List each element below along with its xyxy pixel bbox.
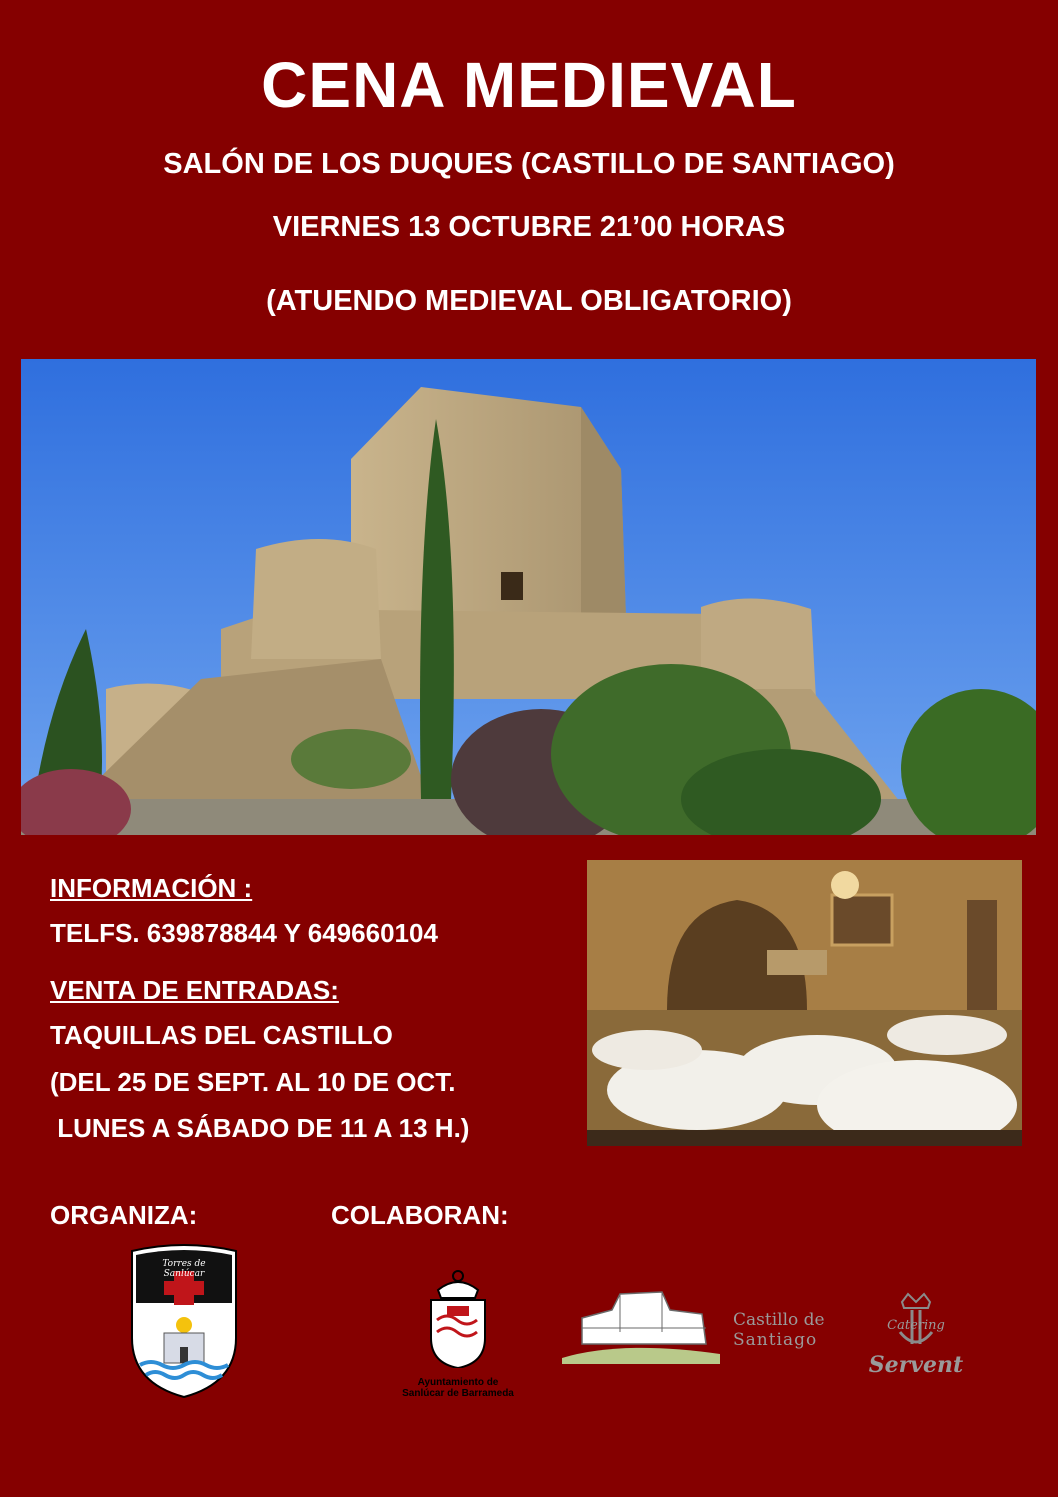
organizer-shield-logo <box>128 1243 240 1399</box>
date-time-line: VIERNES 13 OCTUBRE 21’00 HORAS <box>272 211 786 243</box>
catering-line-2: Servent <box>868 1352 964 1378</box>
organiza-label: ORGANIZA: <box>50 1200 198 1230</box>
castle-photo <box>21 359 1036 835</box>
hall-photo <box>587 860 1022 1146</box>
tickets-place: TAQUILLAS DEL CASTILLO <box>50 1020 393 1050</box>
ayuntamiento-line-2: Sanlúcar de Barrameda <box>402 1388 514 1399</box>
castillo-logo-line-2: Santiago <box>733 1330 818 1350</box>
catering-line-1: Catering <box>887 1318 945 1333</box>
dress-code-line: (ATUENDO MEDIEVAL OBLIGATORIO) <box>266 285 792 317</box>
castillo-logo-line-1: Castillo de <box>733 1310 825 1330</box>
page-title: CENA MEDIEVAL <box>261 49 797 121</box>
venue-line: SALÓN DE LOS DUQUES (CASTILLO DE SANTIAGO) <box>163 148 895 180</box>
tickets-hours: LUNES A SÁBADO DE 11 A 13 H.) <box>50 1113 470 1143</box>
tickets-dates: (DEL 25 DE SEPT. AL 10 DE OCT. <box>50 1067 456 1097</box>
phones-line: TELFS. 639878844 Y 649660104 <box>50 918 438 948</box>
shield-text: Torres de Sanlúcar <box>162 1259 206 1279</box>
castillo-drawing-logo <box>562 1288 722 1364</box>
ayuntamiento-logo <box>395 1268 521 1402</box>
castillo-logo-text <box>733 1310 833 1350</box>
tickets-heading: VENTA DE ENTRADAS: <box>50 975 339 1005</box>
ayuntamiento-line-1: Ayuntamiento de <box>417 1377 499 1388</box>
colaboran-label: COLABORAN: <box>331 1200 509 1230</box>
catering-servent-logo <box>866 1292 966 1382</box>
info-heading: INFORMACIÓN : <box>50 873 253 903</box>
